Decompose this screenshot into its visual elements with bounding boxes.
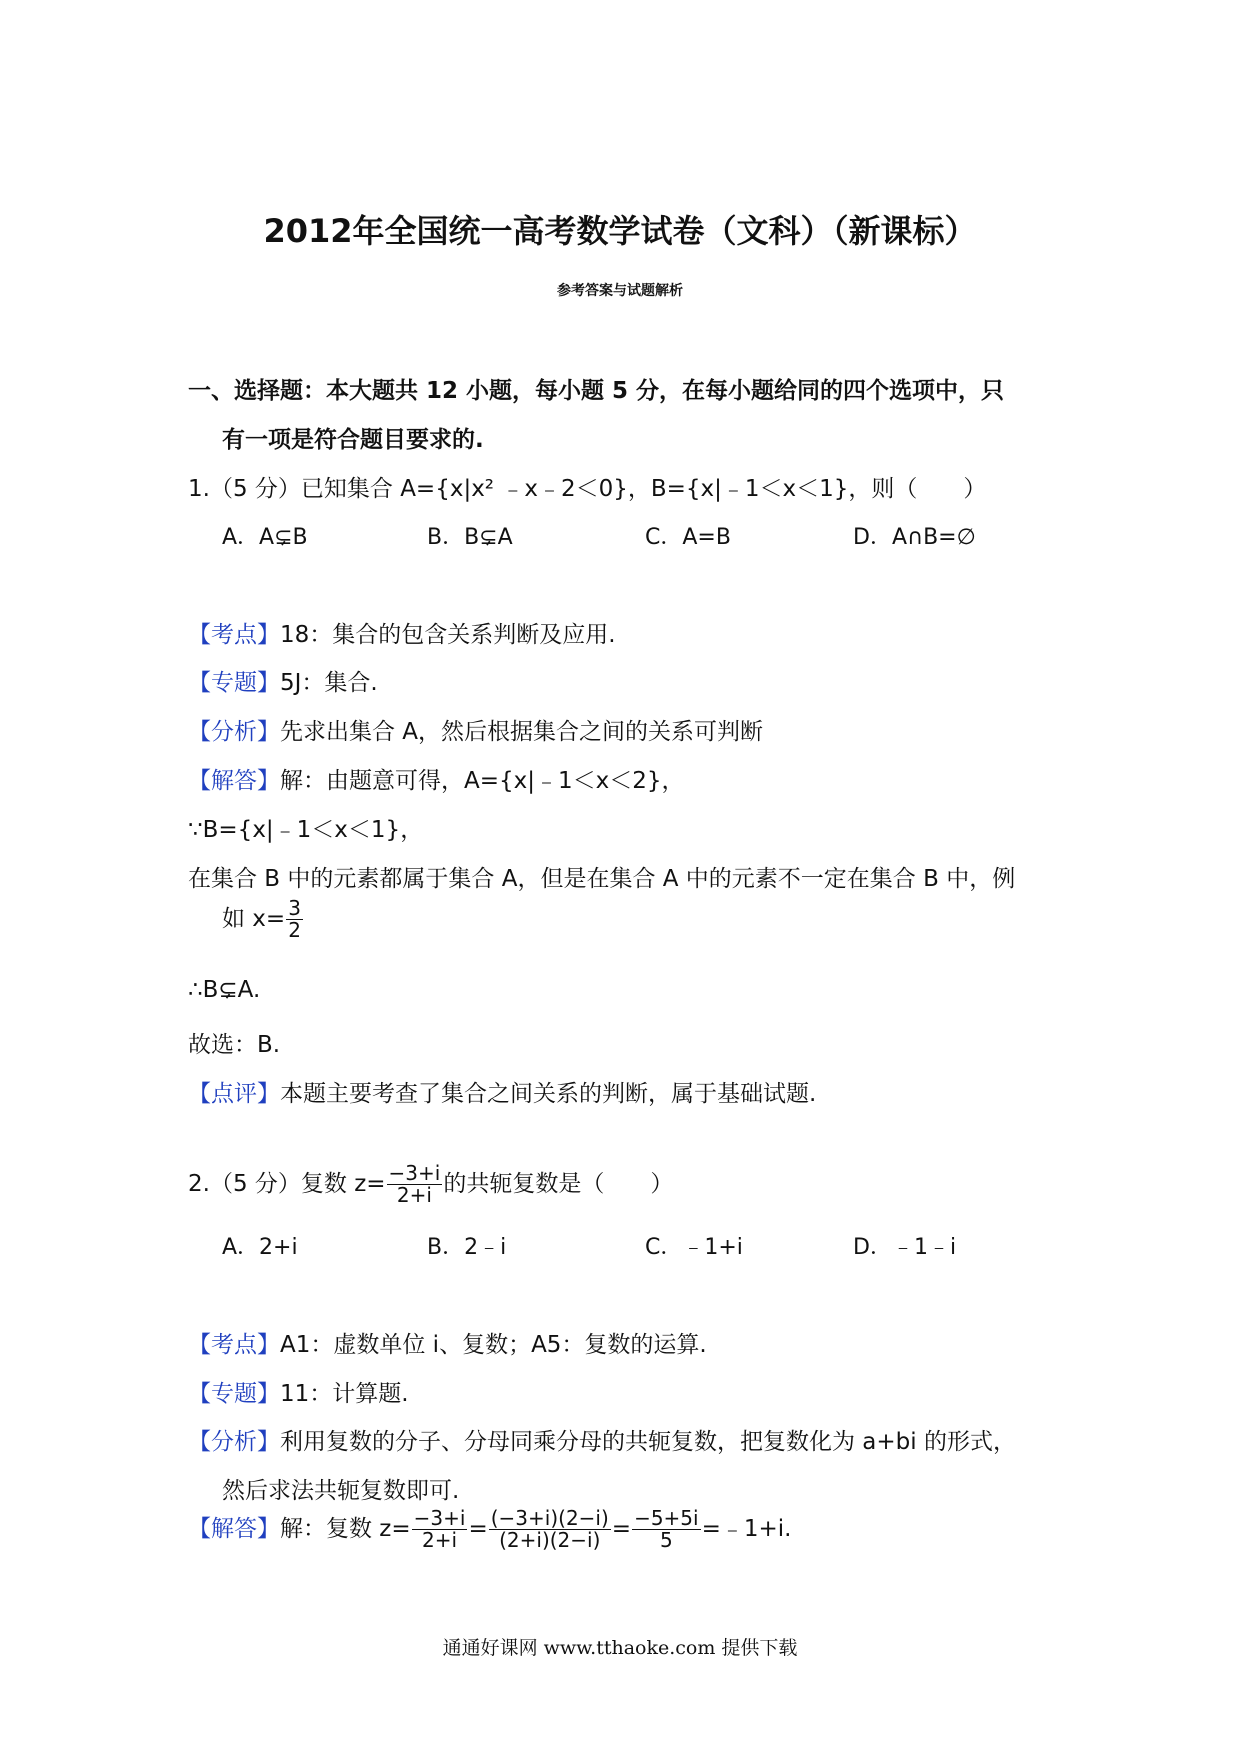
q2-option-a: A．2+i — [222, 1235, 298, 1260]
q1-jieda-text: 解：由题意可得，A={x|﹣1＜x＜2}， — [280, 768, 685, 794]
q2-fenxi-line2: 然后求法共轭复数即可. — [222, 1478, 460, 1504]
q2-jieda-fraction-3 — [632, 1508, 701, 1551]
q1-zhuanti — [188, 664, 378, 697]
q1-solution-line-d — [222, 898, 304, 941]
q1-kaodian — [188, 616, 616, 649]
q2-jieda-equals-1: = — [468, 1516, 488, 1542]
q2-jieda-f1-denominator: 2+i — [422, 1528, 458, 1552]
q1-kaodian-text: 18：集合的包含关系判断及应用. — [280, 622, 616, 648]
q2-jieda-result: =﹣1+i. — [701, 1516, 792, 1542]
q2-option-b: B．2﹣i — [427, 1235, 507, 1260]
q2-stem-numerator: −3+i — [388, 1161, 441, 1185]
q2-jieda — [188, 1508, 791, 1551]
q2-kaodian-tag: 【考点】 — [188, 1332, 280, 1358]
section-heading-line2: 有一项是符合题目要求的. — [222, 427, 484, 453]
q2-jieda-tag: 【解答】 — [188, 1516, 280, 1542]
q1-example-numerator: 3 — [288, 896, 301, 920]
section-heading-line1: 一、选择题：本大题共 12 小题，每小题 5 分，在每小题给同的四个选项中，只 — [188, 378, 1005, 404]
q1-zhuanti-text: 5J：集合. — [280, 670, 378, 696]
q2-jieda-f3-denominator: 5 — [659, 1528, 673, 1552]
q2-kaodian-text: A1：虚数单位 i、复数；A5：复数的运算. — [280, 1332, 707, 1358]
q1-stem: 1.（5 分）已知集合 A={x|x² ﹣x﹣2＜0}，B={x|﹣1＜x＜1}，则（ ） — [188, 476, 987, 502]
q2-option-c: C．﹣1+i — [645, 1235, 743, 1260]
q1-solution-line-c: 在集合 B 中的元素都属于集合 A，但是在集合 A 中的元素不一定在集合 B 中，例 — [188, 866, 1016, 892]
q2-jieda-fraction-1 — [412, 1508, 468, 1551]
q2-zhuanti-tag: 【专题】 — [188, 1381, 280, 1407]
q1-fenxi-tag: 【分析】 — [188, 719, 280, 745]
q1-option-d: D．A∩B=∅ — [853, 525, 976, 550]
q1-example-denominator: 2 — [288, 918, 301, 942]
q2-jieda-f2-denominator: (2+i)(2−i) — [499, 1528, 601, 1552]
q2-jieda-f1-numerator: −3+i — [413, 1506, 466, 1530]
q2-zhuanti-text: 11：计算题. — [280, 1381, 409, 1407]
q2-fenxi-text: 利用复数的分子、分母同乘分母的共轭复数，把复数化为 a+bi 的形式， — [280, 1429, 1016, 1455]
q1-example-prefix: 如 x= — [222, 906, 286, 932]
q2-jieda-f3-numerator: −5+5i — [634, 1506, 699, 1530]
q2-jieda-equals-2: = — [611, 1516, 632, 1542]
q2-kaodian — [188, 1326, 707, 1359]
q1-zhuanti-tag: 【专题】 — [188, 670, 280, 696]
q1-dianping-text: 本题主要考查了集合之间关系的判断，属于基础试题. — [280, 1081, 817, 1107]
q2-fenxi — [188, 1423, 1016, 1456]
q1-option-b: B．B⊊A — [427, 525, 513, 550]
q2-jieda-f2-numerator: (−3+i)(2−i) — [490, 1506, 609, 1530]
q2-jieda-fraction-2 — [489, 1508, 611, 1551]
page-subtitle: 参考答案与试题解析 — [557, 283, 683, 299]
q1-solution-line-f: 故选：B. — [188, 1032, 281, 1058]
q1-dianping-tag: 【点评】 — [188, 1081, 280, 1107]
q1-jieda-tag: 【解答】 — [188, 768, 280, 794]
page-footer: 通通好课网 www.tthaoke.com 提供下载 — [442, 1637, 798, 1659]
q1-option-c: C．A=B — [645, 525, 731, 550]
page-title: 2012年全国统一高考数学试卷（文科）（新课标） — [263, 212, 977, 250]
q1-dianping — [188, 1075, 816, 1108]
q1-solution-line-e: ∴B⊊A. — [188, 977, 261, 1003]
q2-option-d: D．﹣1﹣i — [853, 1235, 957, 1260]
q2-stem-fraction — [387, 1163, 443, 1206]
q1-fenxi — [188, 713, 763, 746]
q1-example-fraction — [286, 898, 303, 941]
q1-solution-line-b: ∵B={x|﹣1＜x＜1}， — [188, 817, 424, 843]
q1-kaodian-tag: 【考点】 — [188, 622, 280, 648]
q2-stem-suffix: 的共轭复数是（ ） — [443, 1171, 674, 1197]
q1-option-a: A．A⊊B — [222, 525, 308, 550]
q2-stem-denominator: 2+i — [396, 1183, 432, 1207]
q1-jieda — [188, 762, 685, 795]
q2-fenxi-tag: 【分析】 — [188, 1429, 280, 1455]
q2-stem — [188, 1163, 673, 1206]
q2-zhuanti — [188, 1375, 409, 1408]
q2-jieda-prefix: 解：复数 z= — [280, 1516, 411, 1542]
q1-fenxi-text: 先求出集合 A，然后根据集合之间的关系可判断 — [280, 719, 764, 745]
q2-stem-prefix: 2.（5 分）复数 z= — [188, 1171, 386, 1197]
